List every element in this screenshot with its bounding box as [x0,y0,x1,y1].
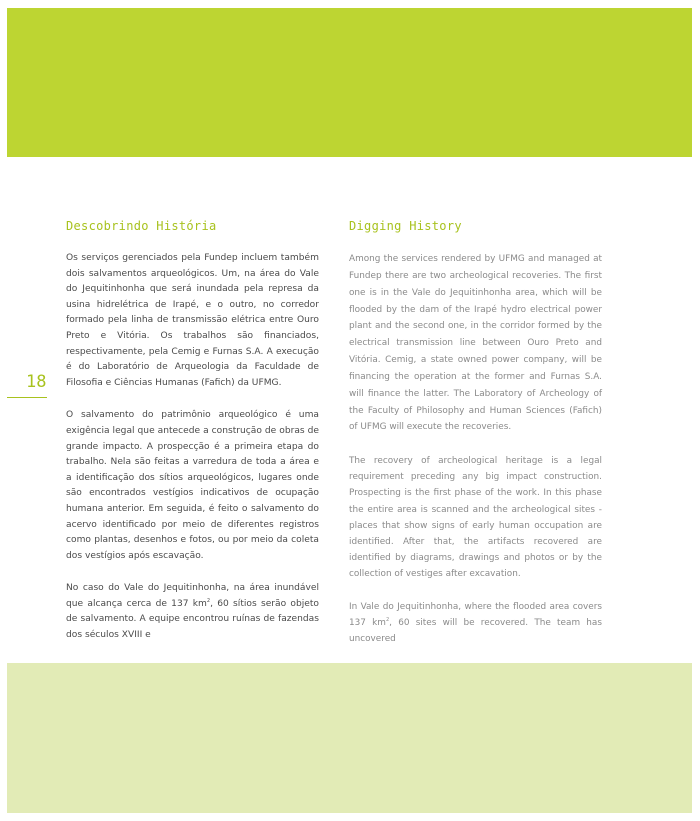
english-paragraph-3-start: In Vale do Jequitinhonha, where the flooded area covers 137 km [349,602,602,629]
portuguese-paragraph-1: Os serviços gerenciados pela Fundep incluem também dois salvamentos arqueológicos. Um, na área do Vale do Jequitinhonha que será inundada pela represa da usina hidrelétrica de Irapé, e o outro, no corredor formado pela linha de transmissão elétrica entre Ouro Preto e Vitória. Os trabalhos são financiados, respectivamente, pela Cemig e Furnas S.A. A execução é do Laboratório de Arqueologia da Faculdade de Filosofia e Ciências Humanas (Fafich) da UFMG. [66,253,319,388]
english-paragraph-3-end: , 60 sites will be recovered. The team has uncovered [349,618,602,645]
english-column [349,218,602,664]
portuguese-paragraph-3 [66,581,319,643]
top-color-band [7,8,692,157]
portuguese-km-superscript: 2 [206,597,211,604]
portuguese-column [66,218,319,661]
english-paragraph-2: The recovery of archeological heritage is a legal requirement preceding any big impact construction. Prospecting is the first phase of the work. In this phase the entire area is scanned and the archeological sites - places that show signs of early human occupation are identified. After that, the artifacts recovered are identified by diagrams, drawings and photos or by the collection of vestiges after excavation. [349,456,602,579]
english-km-superscript: 2 [385,617,390,624]
page-number: 18 [26,372,47,392]
portuguese-paragraph-3-end: , 60 sítios serão objeto de salvamento. A equipe encontrou ruínas de fazendas dos séculos XVIII e [66,598,319,641]
english-paragraph-3 [349,599,602,647]
english-heading: Digging History [349,219,462,233]
english-paragraph-1: Among the services rendered by UFMG and managed at Fundep there are two archeological recoveries. The first one is in the Vale do Jequitinhonha area, which will be flooded by the dam of the Irapé hydro electrical power plant and the second one, in the corridor formed by the electrical transmission line between Ouro Preto and Vitória. Cemig, a state owned power company, will be financing the operation at the former and Furnas S.A. will finance the latter. The Laboratory of Archeology of the Faculty of Philosophy and Human Sciences (Fafich) of UFMG will execute the recoveries. [349,254,602,433]
portuguese-paragraph-2: O salvamento do patrimônio arqueológico é uma exigência legal que antecede a construção de obras de grande impacto. A prospecção é a primeira etapa do trabalho. Nela são feitas a varredura de toda a área e a identificação dos sítios arqueológicos, lugares onde são encontrados vestígios indicativos de ocupação humana anterior. Em seguida, é feito o salvamento do acervo identificado por meio de diferentes registros como plantas, desenhos e fotos, ou por meio da coleta dos vestígios após escavação. [66,410,319,561]
bottom-color-band [7,663,692,813]
portuguese-heading: Descobrindo História [66,219,217,233]
page-number-rule [7,397,47,398]
portuguese-paragraph-3-start: No caso do Vale do Jequitinhonha, na área inundável que alcança cerca de 137 km [66,583,319,609]
